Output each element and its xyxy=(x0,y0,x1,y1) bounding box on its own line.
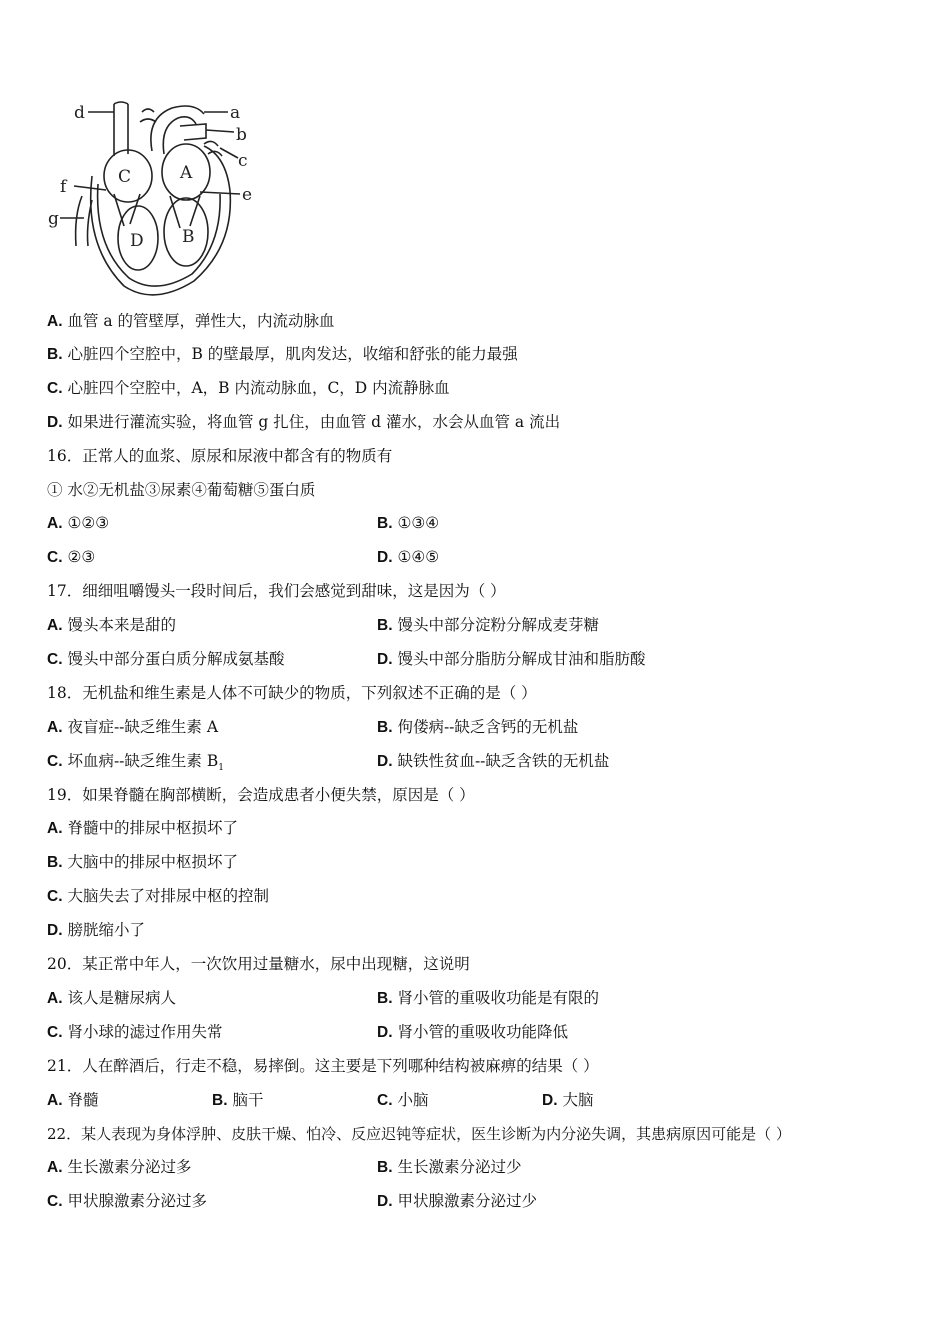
q21-option-b[interactable]: B. 脑干 xyxy=(212,1091,264,1109)
q21-option-c[interactable]: C. 小脑 xyxy=(377,1091,429,1109)
q15-option-b[interactable]: B. 心脏四个空腔中，B 的壁最厚，肌肉发达，收缩和舒张的能力最强 xyxy=(47,345,518,363)
q20-option-d[interactable]: D. 肾小管的重吸收功能降低 xyxy=(377,1023,568,1041)
heart-diagram xyxy=(44,96,264,301)
q17-option-a[interactable]: A. 馒头本来是甜的 xyxy=(47,616,176,634)
q18-option-d[interactable]: D. 缺铁性贫血--缺乏含铁的无机盐 xyxy=(377,752,610,770)
q17-stem: 17．细细咀嚼馒头一段时间后，我们会感觉到甜味，这是因为（ ） xyxy=(47,582,506,600)
q16-option-d[interactable]: D. ①④⑤ xyxy=(377,548,440,566)
q17-option-d[interactable]: D. 馒头中部分脂肪分解成甘油和脂肪酸 xyxy=(377,650,646,668)
q19-option-b[interactable]: B. 大脑中的排尿中枢损坏了 xyxy=(47,853,238,871)
q16-option-a[interactable]: A. ①②③ xyxy=(47,514,110,532)
q20-option-c[interactable]: C. 肾小球的滤过作用失常 xyxy=(47,1023,223,1041)
q20-option-a[interactable]: A. 该人是糖尿病人 xyxy=(47,989,176,1007)
q16-option-b[interactable]: B. ①③④ xyxy=(377,514,440,532)
q19-option-c[interactable]: C. 大脑失去了对排尿中枢的控制 xyxy=(47,887,269,905)
q19-option-d[interactable]: D. 膀胱缩小了 xyxy=(47,921,145,939)
label-d: d xyxy=(74,103,85,123)
label-g: g xyxy=(48,209,59,229)
label-c: c xyxy=(238,151,248,171)
q18-option-b[interactable]: B. 佝偻病--缺乏含钙的无机盐 xyxy=(377,718,579,736)
label-e: e xyxy=(242,185,253,205)
q19-option-a[interactable]: A. 脊髓中的排尿中枢损坏了 xyxy=(47,819,238,837)
heart-diagram-svg xyxy=(44,96,264,301)
label-A: A xyxy=(180,163,193,183)
q21-option-d[interactable]: D. 大脑 xyxy=(542,1091,594,1109)
q22-option-b[interactable]: B. 生长激素分泌过少 xyxy=(377,1158,522,1176)
label-f: f xyxy=(60,177,67,197)
q22-option-a[interactable]: A. 生长激素分泌过多 xyxy=(47,1158,192,1176)
q15-option-d[interactable]: D. 如果进行灌流实验，将血管 g 扎住，由血管 d 灌水，水会从血管 a 流出 xyxy=(47,413,561,431)
q18-option-a[interactable]: A. 夜盲症--缺乏维生素 A xyxy=(47,718,219,736)
q22-option-d[interactable]: D. 甲状腺激素分泌过少 xyxy=(377,1192,537,1210)
q15-option-c[interactable]: C. 心脏四个空腔中，A，B 内流动脉血，C，D 内流静脉血 xyxy=(47,379,450,397)
q19-stem: 19．如果脊髓在胸部横断，会造成患者小便失禁，原因是（ ） xyxy=(47,786,475,804)
label-D: D xyxy=(130,231,144,251)
label-a: a xyxy=(230,103,241,123)
label-b: b xyxy=(236,125,247,145)
q18-stem: 18．无机盐和维生素是人体不可缺少的物质，下列叙述不正确的是（ ） xyxy=(47,684,537,702)
q22-option-c[interactable]: C. 甲状腺激素分泌过多 xyxy=(47,1192,207,1210)
q21-stem: 21．人在醉酒后，行走不稳，易摔倒。这主要是下列哪种结构被麻痹的结果（ ） xyxy=(47,1057,599,1075)
q17-option-c[interactable]: C. 馒头中部分蛋白质分解成氨基酸 xyxy=(47,650,285,668)
q21-option-a[interactable]: A. 脊髓 xyxy=(47,1091,99,1109)
q16-items: ① 水②无机盐③尿素④葡萄糖⑤蛋白质 xyxy=(47,481,316,499)
label-C: C xyxy=(118,167,132,187)
q22-stem: 22．某人表现为身体浮肿、皮肤干燥、怕冷、反应迟钝等症状，医生诊断为内分泌失调，其患病原因可能是（ ） xyxy=(47,1125,791,1143)
q16-stem: 16．正常人的血浆、原尿和尿液中都含有的物质有 xyxy=(47,447,393,465)
q18-option-c[interactable]: C. 坏血病--缺乏维生素 $B_1$ xyxy=(47,752,224,774)
q20-stem: 20．某正常中年人，一次饮用过量糖水，尿中出现糖，这说明 xyxy=(47,955,470,973)
q20-option-b[interactable]: B. 肾小管的重吸收功能是有限的 xyxy=(377,989,599,1007)
q17-option-b[interactable]: B. 馒头中部分淀粉分解成麦芽糖 xyxy=(377,616,599,634)
q15-option-a[interactable]: A. 血管 a 的管壁厚，弹性大，内流动脉血 xyxy=(47,312,335,330)
label-B: B xyxy=(182,227,195,247)
q16-option-c[interactable]: C. ②③ xyxy=(47,548,96,566)
